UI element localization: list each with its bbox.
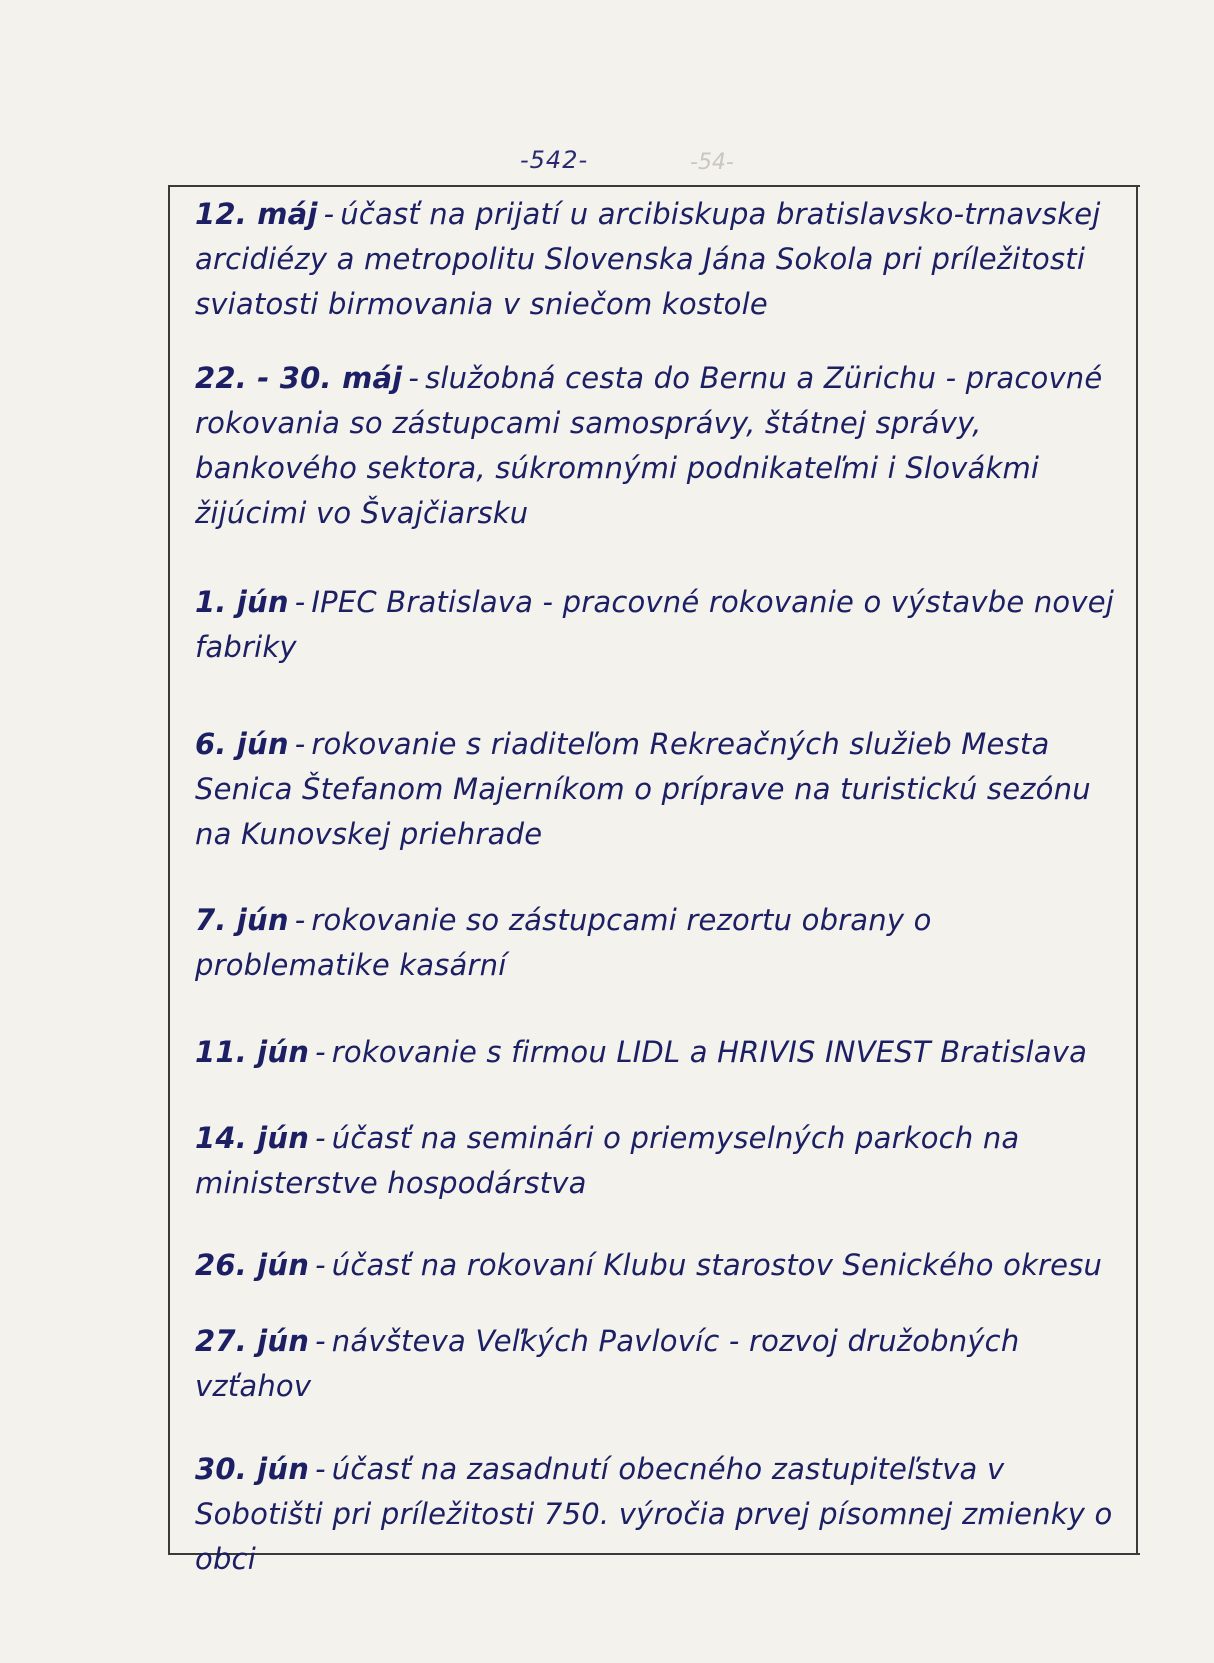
entry-text: účasť na rokovaní Klubu starostov Senického okresu: [331, 1248, 1103, 1282]
entry-date: 22. - 30. máj: [195, 361, 403, 395]
chronicle-entry: [195, 356, 1130, 536]
entry-date: 12. máj: [195, 197, 318, 231]
entry-text: rokovanie s firmou LIDL a HRIVIS INVEST Bratislava: [331, 1035, 1088, 1069]
entry-text: IPEC Bratislava - pracovné rokovanie o výstavbe novej fabriky: [195, 585, 1114, 664]
entry-date: 27. jún: [195, 1324, 310, 1358]
entry-dash: -: [315, 1452, 326, 1486]
chronicle-entry: [195, 580, 1130, 670]
entry-date: 11. jún: [195, 1035, 310, 1069]
frame-top-rule: [168, 185, 1140, 187]
chronicle-entry: [195, 722, 1130, 857]
chronicle-entry: [195, 1030, 1130, 1075]
entry-dash: -: [294, 585, 306, 619]
chronicle-entry: [195, 1447, 1130, 1582]
entry-dash: -: [315, 1035, 326, 1069]
entry-text: rokovanie so zástupcami rezortu obrany o problematike kasární: [195, 903, 932, 982]
entry-date: 14. jún: [195, 1121, 310, 1155]
chronicle-entry: [195, 1243, 1130, 1288]
entry-dash: -: [294, 727, 306, 761]
entry-dash: -: [315, 1248, 326, 1282]
chronicle-entry: [195, 192, 1130, 327]
entry-date: 7. jún: [195, 903, 289, 937]
entry-date: 6. jún: [195, 727, 289, 761]
entry-date: 26. jún: [195, 1248, 310, 1282]
entry-text: účasť na prijatí u arcibiskupa bratislavsko-trnavskej arcidiézy a metropolitu Slovenska Jána Sokola pri príležitosti sviatosti birmovania v sniečom kostole: [195, 197, 1101, 321]
chronicle-entry: [195, 1116, 1130, 1206]
entry-dash: -: [323, 197, 335, 231]
page-number: -542-: [520, 146, 589, 174]
entry-text: služobná cesta do Bernu a Zürichu - pracovné rokovania so zástupcami samosprávy, štátnej správy, bankového sektora, súkromnými podnikateľmi i Slovákmi žijúcimi vo Švajčiarsku: [195, 361, 1103, 530]
entry-date: 1. jún: [195, 585, 289, 619]
entry-text: účasť na zasadnutí obecného zastupiteľstva v Sobotišti pri príležitosti 750. výročia prvej písomnej zmienky o obci: [195, 1452, 1113, 1576]
chronicle-entry: [195, 1319, 1130, 1409]
chronicle-entry: [195, 898, 1130, 988]
entry-dash: -: [315, 1324, 326, 1358]
entry-text: návšteva Veľkých Pavlovíc - rozvoj družobných vzťahov: [195, 1324, 1020, 1403]
entry-date: 30. jún: [195, 1452, 310, 1486]
entry-dash: -: [315, 1121, 326, 1155]
entry-text: účasť na seminári o priemyselných parkoch na ministerstve hospodárstva: [195, 1121, 1020, 1200]
entry-text: rokovanie s riaditeľom Rekreačných služieb Mesta Senica Štefanom Majerníkom o príprave na turistickú sezónu na Kunovskej priehrade: [195, 727, 1091, 851]
entry-dash: -: [294, 903, 306, 937]
entry-dash: -: [408, 361, 420, 395]
ghost-page-number: -54-: [690, 150, 734, 175]
